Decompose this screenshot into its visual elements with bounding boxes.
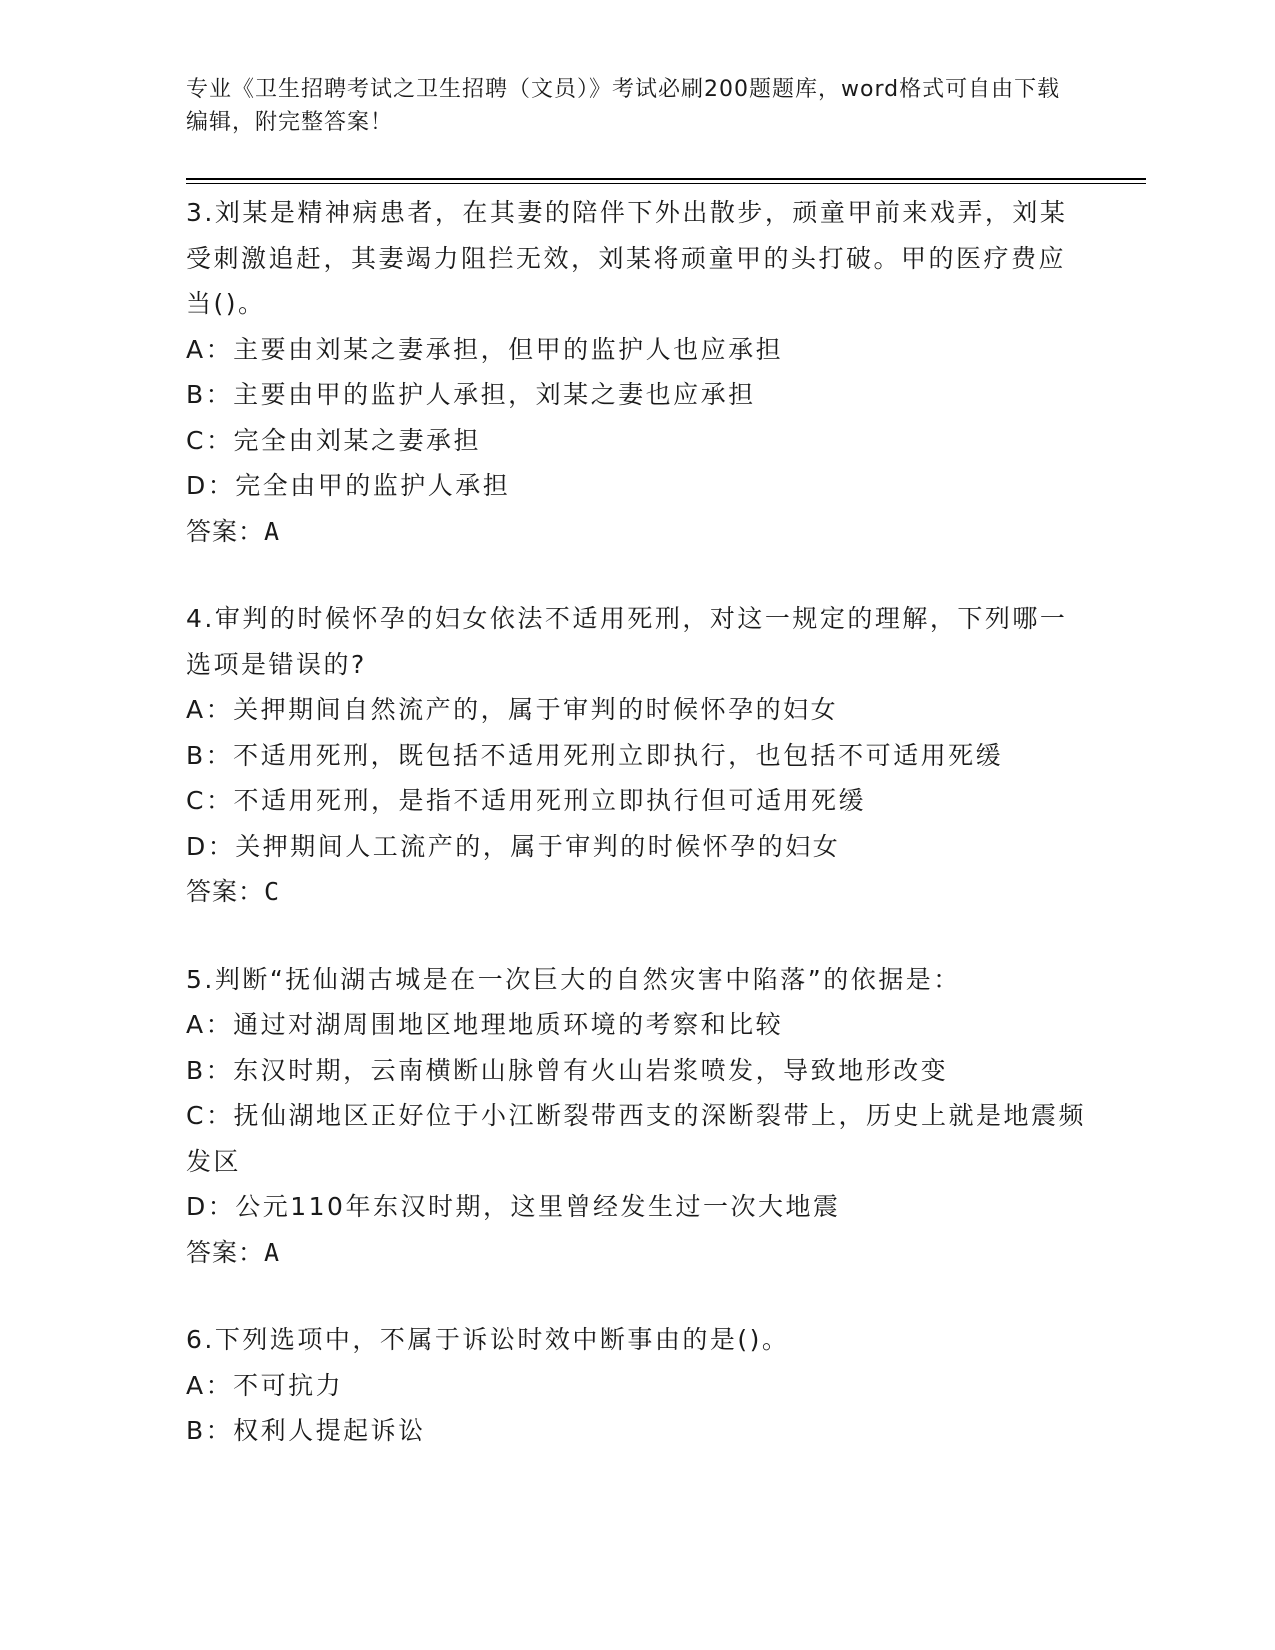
question-list	[186, 190, 1086, 1496]
header-divider-thick	[186, 178, 1146, 180]
question-6	[186, 1317, 1086, 1454]
answer-line	[186, 869, 1086, 915]
option-b: B：权利人提起诉讼	[186, 1416, 426, 1445]
question-4	[186, 596, 1086, 915]
option-d: D：完全由甲的监护人承担	[186, 471, 511, 500]
answer-label: 答案：	[186, 1237, 265, 1267]
option-d: D：公元110年东汉时期，这里曾经发生过一次大地震	[186, 1192, 841, 1221]
option-c: C：抚仙湖地区正好位于小江断裂带西支的深断裂带上，历史上就是地震频发区	[186, 1101, 1086, 1176]
answer-value: C	[264, 877, 281, 906]
question-stem: 4.审判的时候怀孕的妇女依法不适用死刑，对这一规定的理解，下列哪一选项是错误的?	[186, 604, 1068, 679]
answer-line	[186, 509, 1086, 555]
option-b: B：不适用死刑，既包括不适用死刑立即执行，也包括不可适用死缓	[186, 740, 1004, 770]
option-a: A：通过对湖周围地区地理地质环境的考察和比较	[186, 1010, 784, 1039]
question-stem: 5.判断“抚仙湖古城是在一次巨大的自然灾害中陷落”的依据是：	[186, 964, 961, 994]
document-header: 专业《卫生招聘考试之卫生招聘（文员）》考试必刷200题题库，word格式可自由下载编辑，附完整答案！	[186, 77, 1061, 135]
answer-label: 答案：	[186, 516, 265, 546]
question-stem: 6.下列选项中，不属于诉讼时效中断事由的是()。	[186, 1325, 790, 1354]
question-5	[186, 957, 1086, 1276]
question-stem: 3.刘某是精神病患者，在其妻的陪伴下外出散步，顽童甲前来戏弄，刘某受刺激追赶，其妻竭力阻拦无效，刘某将顽童甲的头打破。甲的医疗费应当()。	[186, 198, 1068, 318]
option-a: A：关押期间自然流产的，属于审判的时候怀孕的妇女	[186, 695, 839, 724]
answer-value: A	[264, 1237, 281, 1267]
option-d: D：关押期间人工流产的，属于审判的时候怀孕的妇女	[186, 831, 841, 861]
option-a: A：不可抗力	[186, 1370, 344, 1400]
option-a: A：主要由刘某之妻承担，但甲的监护人也应承担	[186, 334, 784, 364]
option-c: C：不适用死刑，是指不适用死刑立即执行但可适用死缓	[186, 786, 866, 815]
header-divider-thin	[186, 183, 1146, 184]
option-c: C：完全由刘某之妻承担	[186, 425, 481, 455]
option-b: B：东汉时期，云南横断山脉曾有火山岩浆喷发，导致地形改变	[186, 1055, 949, 1085]
option-b: B：主要由甲的监护人承担，刘某之妻也应承担	[186, 380, 756, 409]
answer-line	[186, 1230, 1086, 1276]
question-3	[186, 190, 1086, 554]
answer-value: A	[264, 516, 281, 546]
answer-label: 答案：	[186, 877, 265, 906]
